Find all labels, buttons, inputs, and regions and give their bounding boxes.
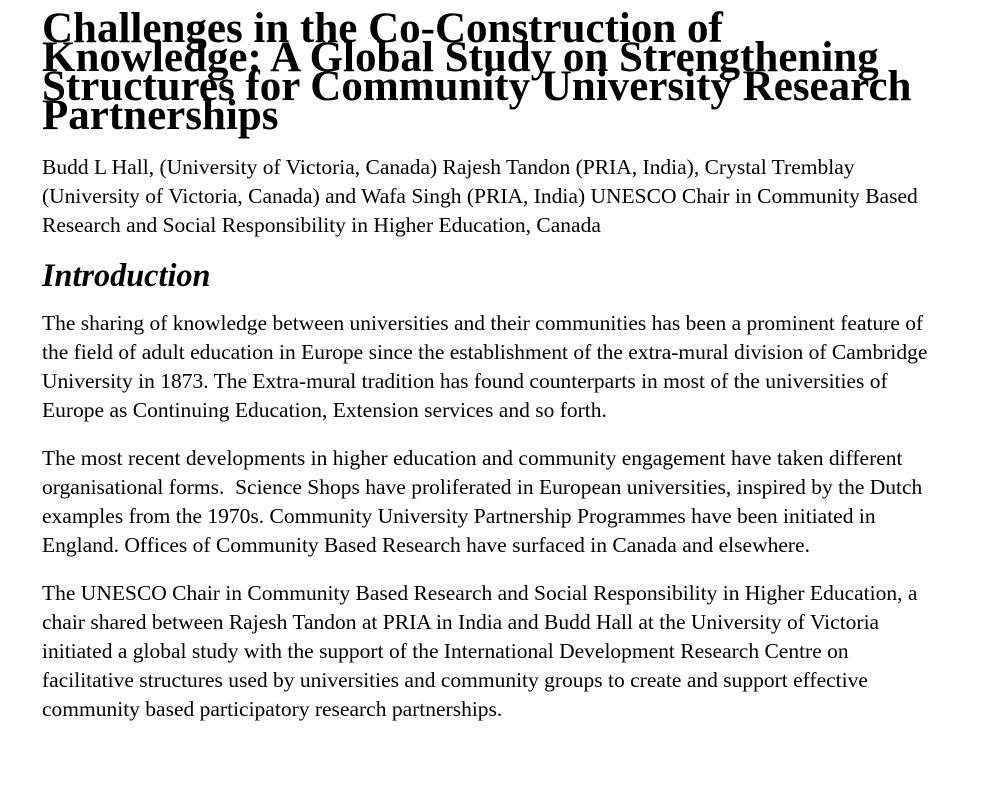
paragraph-2: The most recent developments in higher education and community engagement have taken different organisational forms. Science Shops have proliferated in European universities, inspired by the Dutch examples from the 1970s. Community University Partnership Programmes have been initiated in England. Offices of Community Based Research have surfaced in Canada and elsewhere. bbox=[42, 446, 928, 557]
paragraph-1: The sharing of knowledge between universities and their communities has been a prominent feature of the field of adult education in Europe since the establishment of the extra-mural division of Cambridge University in 1873. The Extra-mural tradition has found counterparts in most of the universities of Europe as Continuing Education, Extension services and so forth. bbox=[42, 311, 933, 422]
section-heading-introduction: Introduction bbox=[42, 257, 211, 293]
paragraph-3: The UNESCO Chair in Community Based Research and Social Responsibility in Higher Education, a chair shared between Rajesh Tandon at PRIA in India and Budd Hall at the University of Victoria initiated a global study with the support of the International Development Research Centre on facilitative structures used by universities and community groups to create and support effective community based participatory research partnerships. bbox=[42, 581, 923, 721]
author-affiliation-block: Budd L Hall, (University of Victoria, Canada) Rajesh Tandon (PRIA, India), Crystal Tremblay (University of Victoria, Canada) and Wafa Singh (PRIA, India) UNESCO Chair in Community Based Research and Social Responsibility in Higher Education, Canada bbox=[42, 155, 924, 237]
paper-title: Challenges in the Co-Construction of Knowledge: A Global Study on Strengthening Structures for Community University Research Partnerships bbox=[42, 5, 923, 139]
